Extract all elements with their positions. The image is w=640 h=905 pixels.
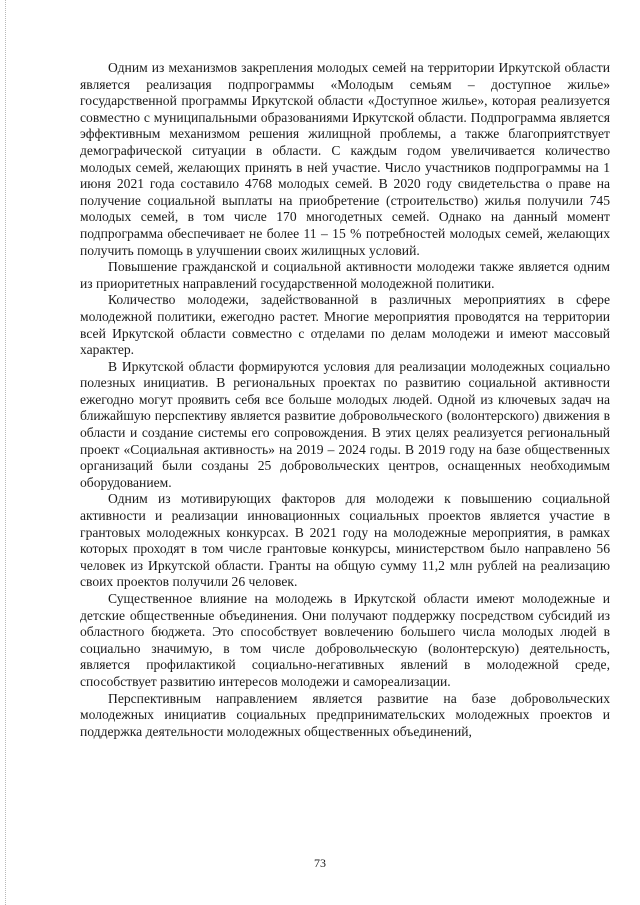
scan-edge-divider	[5, 0, 6, 905]
paragraph-civic-activity: Повышение гражданской и социальной активности молодежи также является одним из приоритетных направлений государственной молодежной политики.	[80, 259, 610, 291]
body-text	[80, 60, 610, 740]
page-number: 73	[314, 856, 326, 870]
paragraph-volunteer-initiatives: В Иркутской области формируются условия для реализации молодежных социально полезных инициатив. В региональных проектах по развитию социальной активности ежегодно могут проявить себя все больше молодых людей. Одной из ключевых задач на ближайшую перспективу является развитие добровольческого (волонтерского) движения в области и создание системы его сопровождения. В этих целях реализуется региональный проект «Социальная активность» на 2019 – 2024 годы. В 2019 году на базе общественных организаций были созданы 25 добровольческих центров, оснащенных необходимым оборудованием.	[80, 358, 610, 490]
paragraph-social-entrepreneurship: Перспективным направлением является развитие на базе добровольческих молодежных инициатив социальных предпринимательских молодежных проектов и поддержка деятельности молодежных общественных объединений,	[80, 690, 610, 739]
paragraph-youth-associations: Существенное влияние на молодежь в Иркутской области имеют молодежные и детские общественные объединения. Они получают поддержку посредством субсидий из областного бюджета. Это способствует вовлечению большего числа молодых людей в социально значимую, в том числе добровольческую (волонтерскую) деятельность, является профилактикой социально-негативных явлений в молодежной среде, способствует развитию интересов молодежи и самореализации.	[80, 591, 610, 689]
paragraph-young-families-program: Одним из механизмов закрепления молодых семей на территории Иркутской области является реализация подпрограммы «Молодым семьям – доступное жилье» государственной программы Иркутской области «Доступное жилье», которая реализуется совместно с муниципальными образованиями Иркутской области. Подпрограмма является эффективным механизмом решения жилищной проблемы, а также благоприятствует демографической ситуации в области. С каждым годом увеличивается количество молодых семей, желающих принять в ней участие. Число участников подпрограммы на 1 июня 2021 года составило 4768 молодых семей. В 2020 году свидетельства о праве на получение социальной выплаты на приобретение (строительство) жилья получили 745 молодых семей, в том числе 170 многодетных семей. Однако на данный момент подпрограмма обеспечивает не более 11 – 15 % потребностей молодых семей, желающих получить помощь в улучшении своих жилищных условий.	[80, 60, 610, 258]
paragraph-grant-contests: Одним из мотивирующих факторов для молодежи к повышению социальной активности и реализации инновационных социальных проектов является участие в грантовых молодежных конкурсах. В 2021 году на молодежные мероприятия, в рамках которых проходят в том числе грантовые конкурсы, министерством было направлено 56 человек из Иркутской области. Гранты на общую сумму 11,2 млн рублей на реализацию своих проектов получили 26 человек.	[80, 491, 610, 590]
paragraph-youth-events: Количество молодежи, задействованной в различных мероприятиях в сфере молодежной политики, ежегодно растет. Многие мероприятия проводятся на территории всей Иркутской области совместно с отделами по делам молодежи и имеют массовый характер.	[80, 292, 610, 358]
